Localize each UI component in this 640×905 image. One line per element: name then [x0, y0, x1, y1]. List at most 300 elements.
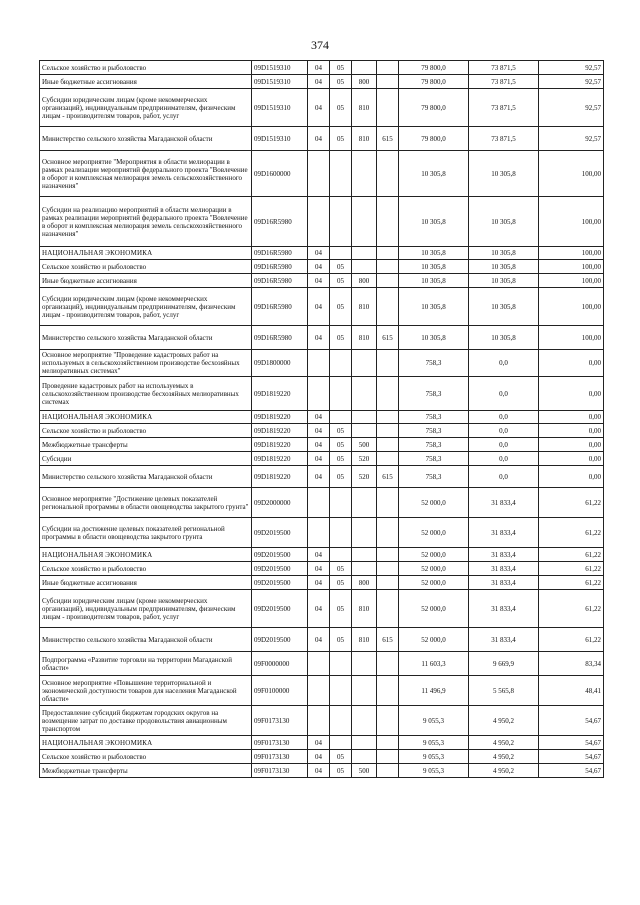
row-executed: 31 833,4	[469, 562, 539, 576]
row-expense-type	[352, 518, 377, 548]
row-percent: 61,22	[539, 576, 604, 590]
row-percent: 92,57	[539, 89, 604, 127]
row-expense-type	[352, 61, 377, 75]
row-planned: 79 800,0	[399, 127, 469, 151]
row-percent: 0,00	[539, 438, 604, 452]
row-subsection: 05	[330, 288, 352, 326]
row-subsection: 05	[330, 590, 352, 628]
row-expense-type: 810	[352, 89, 377, 127]
row-executed: 9 669,9	[469, 652, 539, 676]
row-subsection: 05	[330, 260, 352, 274]
table-row	[40, 197, 604, 247]
row-subsection: 05	[330, 75, 352, 89]
row-code: 09D1600000	[252, 151, 308, 197]
row-percent: 54,67	[539, 764, 604, 778]
row-expense-type: 810	[352, 326, 377, 350]
table-row	[40, 518, 604, 548]
row-name: Иные бюджетные ассигнования	[40, 75, 252, 89]
row-code: 09D1519310	[252, 127, 308, 151]
row-kosgu	[377, 590, 399, 628]
row-name: Сельское хозяйство и рыболовство	[40, 61, 252, 75]
row-name: НАЦИОНАЛЬНАЯ ЭКОНОМИКА	[40, 411, 252, 424]
row-kosgu	[377, 736, 399, 750]
row-subsection: 05	[330, 424, 352, 438]
row-name: Министерство сельского хозяйства Магаданской области	[40, 326, 252, 350]
row-subsection: 05	[330, 628, 352, 652]
row-executed: 10 305,8	[469, 326, 539, 350]
row-executed: 0,0	[469, 466, 539, 488]
row-name: Субсидии юридическим лицам (кроме некоммерческих организаций), индивидуальным предпринимателям, физическим лицам - производителям товаров, работ, услуг	[40, 288, 252, 326]
row-percent: 54,67	[539, 706, 604, 736]
table-row	[40, 61, 604, 75]
row-kosgu	[377, 750, 399, 764]
table-row	[40, 548, 604, 562]
table-row	[40, 438, 604, 452]
row-percent: 100,00	[539, 260, 604, 274]
row-name: НАЦИОНАЛЬНАЯ ЭКОНОМИКА	[40, 247, 252, 260]
row-percent: 0,00	[539, 466, 604, 488]
row-code: 09D2019500	[252, 590, 308, 628]
row-expense-type	[352, 736, 377, 750]
row-name: Основное мероприятие "Проведение кадастровых работ на используемых в сельскохозяйственном производстве бесхозяйных мелиоративных системах"	[40, 350, 252, 377]
row-section: 04	[308, 326, 330, 350]
row-percent: 100,00	[539, 326, 604, 350]
row-kosgu	[377, 518, 399, 548]
row-planned: 758,3	[399, 411, 469, 424]
row-executed: 0,0	[469, 424, 539, 438]
row-section	[308, 652, 330, 676]
row-section: 04	[308, 75, 330, 89]
table-row	[40, 247, 604, 260]
row-code: 09F0000000	[252, 652, 308, 676]
row-section: 04	[308, 562, 330, 576]
row-percent: 100,00	[539, 274, 604, 288]
row-code: 09D1819220	[252, 411, 308, 424]
row-kosgu	[377, 676, 399, 706]
row-code: 09D16R5980	[252, 274, 308, 288]
row-expense-type	[352, 706, 377, 736]
row-name: Подпрограмма «Развитие торговли на территории Магаданской области»	[40, 652, 252, 676]
row-section: 04	[308, 247, 330, 260]
row-planned: 52 000,0	[399, 628, 469, 652]
row-subsection: 05	[330, 562, 352, 576]
row-planned: 52 000,0	[399, 518, 469, 548]
table-row	[40, 628, 604, 652]
row-section: 04	[308, 736, 330, 750]
row-percent: 0,00	[539, 350, 604, 377]
row-subsection: 05	[330, 89, 352, 127]
row-expense-type: 500	[352, 764, 377, 778]
row-section: 04	[308, 764, 330, 778]
table-row	[40, 274, 604, 288]
row-planned: 758,3	[399, 377, 469, 411]
row-kosgu: 615	[377, 127, 399, 151]
row-code: 09D2019500	[252, 518, 308, 548]
row-section: 04	[308, 89, 330, 127]
row-section: 04	[308, 628, 330, 652]
row-subsection: 05	[330, 274, 352, 288]
row-subsection	[330, 411, 352, 424]
row-code: 09D2019500	[252, 576, 308, 590]
row-code: 09D2019500	[252, 628, 308, 652]
row-name: Основное мероприятие "Мероприятия в области мелиорации в рамках реализации мероприятий федерального проекта "Вовлечение в оборот и комплексная мелиорация земель сельскохозяйственного назначения"	[40, 151, 252, 197]
row-name: Сельское хозяйство и рыболовство	[40, 562, 252, 576]
row-percent: 0,00	[539, 424, 604, 438]
row-name: Межбюджетные трансферты	[40, 438, 252, 452]
row-name: Иные бюджетные ассигнования	[40, 274, 252, 288]
row-kosgu	[377, 652, 399, 676]
row-executed: 10 305,8	[469, 197, 539, 247]
row-executed: 0,0	[469, 411, 539, 424]
row-kosgu	[377, 350, 399, 377]
row-executed: 10 305,8	[469, 151, 539, 197]
row-subsection	[330, 518, 352, 548]
row-code: 09D16R5980	[252, 288, 308, 326]
row-kosgu	[377, 274, 399, 288]
row-section: 04	[308, 452, 330, 466]
row-subsection: 05	[330, 466, 352, 488]
row-code: 09F0173130	[252, 706, 308, 736]
row-planned: 11 496,9	[399, 676, 469, 706]
row-percent: 92,57	[539, 127, 604, 151]
row-percent: 48,41	[539, 676, 604, 706]
row-executed: 31 833,4	[469, 628, 539, 652]
row-executed: 0,0	[469, 377, 539, 411]
page-number: 374	[311, 38, 329, 52]
row-section: 04	[308, 750, 330, 764]
row-expense-type: 800	[352, 576, 377, 590]
row-name: Сельское хозяйство и рыболовство	[40, 750, 252, 764]
row-name: Субсидии	[40, 452, 252, 466]
table-row	[40, 750, 604, 764]
row-planned: 9 055,3	[399, 750, 469, 764]
row-section: 04	[308, 424, 330, 438]
row-expense-type	[352, 247, 377, 260]
row-expense-type: 520	[352, 452, 377, 466]
row-subsection	[330, 736, 352, 750]
table-row	[40, 350, 604, 377]
row-section: 04	[308, 576, 330, 590]
row-planned: 758,3	[399, 350, 469, 377]
row-percent: 61,22	[539, 518, 604, 548]
row-planned: 758,3	[399, 466, 469, 488]
row-name: Проведение кадастровых работ на используемых в сельскохозяйственном производстве бесхозяйных мелиоративных системах	[40, 377, 252, 411]
row-subsection: 05	[330, 764, 352, 778]
row-percent: 61,22	[539, 548, 604, 562]
row-kosgu	[377, 764, 399, 778]
row-kosgu	[377, 89, 399, 127]
row-section: 04	[308, 411, 330, 424]
row-kosgu	[377, 197, 399, 247]
table-row	[40, 326, 604, 350]
row-kosgu	[377, 75, 399, 89]
row-kosgu: 615	[377, 326, 399, 350]
table-row	[40, 652, 604, 676]
row-section: 04	[308, 260, 330, 274]
row-subsection: 05	[330, 438, 352, 452]
row-executed: 4 950,2	[469, 750, 539, 764]
row-code: 09F0173130	[252, 736, 308, 750]
row-percent: 92,57	[539, 75, 604, 89]
row-section: 04	[308, 61, 330, 75]
row-kosgu	[377, 411, 399, 424]
table-row	[40, 706, 604, 736]
row-executed: 10 305,8	[469, 247, 539, 260]
row-percent: 61,22	[539, 628, 604, 652]
row-subsection: 05	[330, 127, 352, 151]
row-code: 09D16R5980	[252, 326, 308, 350]
row-planned: 79 800,0	[399, 89, 469, 127]
row-expense-type	[352, 750, 377, 764]
row-expense-type: 520	[352, 466, 377, 488]
row-subsection: 05	[330, 326, 352, 350]
row-code: 09D1800000	[252, 350, 308, 377]
row-percent: 100,00	[539, 197, 604, 247]
row-expense-type	[352, 548, 377, 562]
row-kosgu	[377, 452, 399, 466]
row-planned: 52 000,0	[399, 576, 469, 590]
row-expense-type	[352, 562, 377, 576]
row-executed: 31 833,4	[469, 488, 539, 518]
row-executed: 31 833,4	[469, 548, 539, 562]
row-code: 09D2019500	[252, 548, 308, 562]
row-name: Сельское хозяйство и рыболовство	[40, 424, 252, 438]
row-subsection: 05	[330, 576, 352, 590]
row-name: Субсидии на достижение целевых показателей региональной программы в области овощеводства закрытого грунта	[40, 518, 252, 548]
row-expense-type: 810	[352, 590, 377, 628]
table-row	[40, 127, 604, 151]
row-name: Министерство сельского хозяйства Магаданской области	[40, 127, 252, 151]
row-kosgu	[377, 288, 399, 326]
row-subsection	[330, 548, 352, 562]
row-name: Министерство сельского хозяйства Магаданской области	[40, 466, 252, 488]
row-code: 09D1819220	[252, 466, 308, 488]
row-percent: 83,34	[539, 652, 604, 676]
row-kosgu	[377, 424, 399, 438]
row-section	[308, 350, 330, 377]
row-kosgu	[377, 61, 399, 75]
row-code: 09D1519310	[252, 75, 308, 89]
row-name: Межбюджетные трансферты	[40, 764, 252, 778]
row-percent: 100,00	[539, 151, 604, 197]
row-section: 04	[308, 466, 330, 488]
row-expense-type: 500	[352, 438, 377, 452]
row-expense-type: 800	[352, 75, 377, 89]
row-executed: 31 833,4	[469, 518, 539, 548]
row-subsection	[330, 197, 352, 247]
row-percent: 54,67	[539, 736, 604, 750]
row-planned: 10 305,8	[399, 288, 469, 326]
row-kosgu	[377, 260, 399, 274]
table-row	[40, 424, 604, 438]
row-executed: 0,0	[469, 452, 539, 466]
row-planned: 52 000,0	[399, 548, 469, 562]
row-planned: 10 305,8	[399, 326, 469, 350]
row-section: 04	[308, 274, 330, 288]
row-expense-type: 810	[352, 127, 377, 151]
row-subsection	[330, 151, 352, 197]
row-subsection: 05	[330, 452, 352, 466]
table-row	[40, 260, 604, 274]
row-executed: 0,0	[469, 350, 539, 377]
table-row	[40, 736, 604, 750]
row-section: 04	[308, 590, 330, 628]
row-section	[308, 151, 330, 197]
row-code: 09D1819220	[252, 377, 308, 411]
row-subsection	[330, 652, 352, 676]
table-row	[40, 411, 604, 424]
row-expense-type	[352, 260, 377, 274]
row-name: НАЦИОНАЛЬНАЯ ЭКОНОМИКА	[40, 736, 252, 750]
row-subsection	[330, 488, 352, 518]
row-planned: 9 055,3	[399, 706, 469, 736]
row-planned: 9 055,3	[399, 736, 469, 750]
row-section: 04	[308, 438, 330, 452]
row-expense-type	[352, 424, 377, 438]
row-code: 09D2019500	[252, 562, 308, 576]
row-percent: 100,00	[539, 288, 604, 326]
row-name: НАЦИОНАЛЬНАЯ ЭКОНОМИКА	[40, 548, 252, 562]
row-kosgu: 615	[377, 628, 399, 652]
row-percent: 61,22	[539, 488, 604, 518]
row-section: 04	[308, 548, 330, 562]
row-code: 09F0173130	[252, 750, 308, 764]
row-section	[308, 676, 330, 706]
row-executed: 31 833,4	[469, 576, 539, 590]
row-expense-type: 800	[352, 274, 377, 288]
row-kosgu	[377, 576, 399, 590]
row-executed: 73 871,5	[469, 75, 539, 89]
row-code: 09F0100000	[252, 676, 308, 706]
row-kosgu	[377, 548, 399, 562]
row-executed: 0,0	[469, 438, 539, 452]
row-name: Субсидии на реализацию мероприятий в области мелиорации в рамках реализации мероприятий федерального проекта "Вовлечение в оборот и комплексная мелиорация земель сельскохозяйственного назначения"	[40, 197, 252, 247]
row-name: Субсидии юридическим лицам (кроме некоммерческих организаций), индивидуальным предпринимателям, физическим лицам - производителям товаров, работ, услуг	[40, 590, 252, 628]
row-section	[308, 377, 330, 411]
row-code: 09D1819220	[252, 452, 308, 466]
row-kosgu	[377, 562, 399, 576]
row-code: 09D1519310	[252, 89, 308, 127]
table-row	[40, 488, 604, 518]
row-expense-type	[352, 151, 377, 197]
row-executed: 4 950,2	[469, 736, 539, 750]
row-kosgu	[377, 151, 399, 197]
row-subsection	[330, 247, 352, 260]
row-executed: 10 305,8	[469, 260, 539, 274]
row-percent: 92,57	[539, 61, 604, 75]
row-planned: 79 800,0	[399, 75, 469, 89]
row-section	[308, 518, 330, 548]
row-code: 09D1819220	[252, 438, 308, 452]
row-planned: 52 000,0	[399, 488, 469, 518]
row-subsection: 05	[330, 750, 352, 764]
row-expense-type	[352, 197, 377, 247]
row-name: Предоставление субсидий бюджетам городских округов на возмещение затрат по доставке продовольствия авиационным транспортом	[40, 706, 252, 736]
row-percent: 61,22	[539, 562, 604, 576]
row-code: 09D16R5980	[252, 260, 308, 274]
row-planned: 10 305,8	[399, 274, 469, 288]
row-kosgu	[377, 706, 399, 736]
table-row	[40, 676, 604, 706]
table-row	[40, 466, 604, 488]
row-planned: 11 603,3	[399, 652, 469, 676]
row-executed: 4 950,2	[469, 706, 539, 736]
row-kosgu	[377, 377, 399, 411]
row-kosgu	[377, 247, 399, 260]
row-planned: 10 305,8	[399, 247, 469, 260]
row-subsection: 05	[330, 61, 352, 75]
row-section	[308, 488, 330, 518]
row-section	[308, 706, 330, 736]
row-planned: 758,3	[399, 438, 469, 452]
row-expense-type	[352, 676, 377, 706]
row-name: Сельское хозяйство и рыболовство	[40, 260, 252, 274]
row-planned: 10 305,8	[399, 151, 469, 197]
row-expense-type	[352, 652, 377, 676]
row-subsection	[330, 676, 352, 706]
row-expense-type: 810	[352, 288, 377, 326]
row-code: 09D16R5980	[252, 247, 308, 260]
row-section: 04	[308, 127, 330, 151]
row-expense-type	[352, 350, 377, 377]
row-expense-type	[352, 488, 377, 518]
row-planned: 79 800,0	[399, 61, 469, 75]
row-planned: 758,3	[399, 424, 469, 438]
row-planned: 9 055,3	[399, 764, 469, 778]
row-section: 04	[308, 288, 330, 326]
row-name: Основное мероприятие «Повышение территориальной и экономической доступности товаров для населения Магаданской области»	[40, 676, 252, 706]
row-planned: 758,3	[399, 452, 469, 466]
row-executed: 4 950,2	[469, 764, 539, 778]
row-percent: 100,00	[539, 247, 604, 260]
row-subsection	[330, 706, 352, 736]
table-row	[40, 764, 604, 778]
row-executed: 10 305,8	[469, 288, 539, 326]
row-subsection	[330, 350, 352, 377]
table-row	[40, 377, 604, 411]
row-code: 09D1819220	[252, 424, 308, 438]
row-name: Министерство сельского хозяйства Магаданской области	[40, 628, 252, 652]
row-planned: 10 305,8	[399, 197, 469, 247]
row-code: 09D16R5980	[252, 197, 308, 247]
table-row	[40, 562, 604, 576]
row-executed: 73 871,5	[469, 127, 539, 151]
row-executed: 31 833,4	[469, 590, 539, 628]
row-executed: 73 871,5	[469, 89, 539, 127]
table-row	[40, 452, 604, 466]
table-row	[40, 590, 604, 628]
row-name: Основное мероприятие "Достижение целевых показателей региональной программы в области овощеводства закрытого грунта"	[40, 488, 252, 518]
table-body	[40, 61, 604, 778]
row-code: 09F0173130	[252, 764, 308, 778]
row-code: 09D1519310	[252, 61, 308, 75]
row-name: Иные бюджетные ассигнования	[40, 576, 252, 590]
row-executed: 10 305,8	[469, 274, 539, 288]
row-expense-type: 810	[352, 628, 377, 652]
row-kosgu	[377, 488, 399, 518]
budget-table	[39, 60, 604, 778]
row-planned: 10 305,8	[399, 260, 469, 274]
row-expense-type	[352, 411, 377, 424]
table-row	[40, 576, 604, 590]
table-row	[40, 75, 604, 89]
row-percent: 0,00	[539, 377, 604, 411]
row-name: Субсидии юридическим лицам (кроме некоммерческих организаций), индивидуальным предпринимателям, физическим лицам - производителям товаров, работ, услуг	[40, 89, 252, 127]
row-planned: 52 000,0	[399, 562, 469, 576]
row-expense-type	[352, 377, 377, 411]
row-percent: 54,67	[539, 750, 604, 764]
row-planned: 52 000,0	[399, 590, 469, 628]
